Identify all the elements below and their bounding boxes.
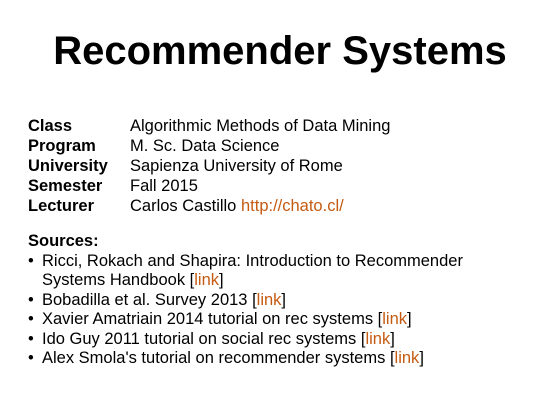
bracket-close: ]: [390, 329, 395, 348]
info-label: Program: [28, 137, 96, 155]
bracket-open: [: [389, 349, 395, 367]
bracket-close: ]: [419, 349, 424, 367]
list-item: [28, 349, 528, 369]
info-value: M. Sc. Data Science: [130, 137, 280, 155]
source-text: Bobadilla et al. Survey 2013: [42, 290, 248, 309]
bullet: •: [28, 290, 34, 309]
info-value: Algorithmic Methods of Data Mining: [130, 117, 391, 135]
slide-title: Recommender Systems: [53, 29, 507, 73]
bullet: •: [28, 251, 34, 270]
bracket-close: ]: [407, 310, 412, 328]
lecturer-homepage-link[interactable]: http://chato.cl/: [240, 197, 344, 215]
sources-section: [28, 232, 528, 369]
list-item: [28, 252, 528, 291]
bracket-close: ]: [281, 290, 287, 309]
bracket-open: [: [360, 329, 366, 348]
list-item: [28, 291, 528, 311]
bullet: •: [28, 349, 34, 367]
source-link[interactable]: link: [394, 349, 420, 367]
source-link[interactable]: link: [365, 329, 391, 348]
info-label: Semester: [28, 177, 103, 195]
info-value: Sapienza University of Rome: [130, 157, 343, 175]
sources-list: [28, 252, 528, 369]
info-value: Fall 2015: [130, 177, 198, 195]
list-item: [28, 310, 528, 330]
source-text: Alex Smola's tutorial on recommender systems: [42, 349, 386, 367]
bracket-close: ]: [219, 271, 224, 289]
info-row-semester: [28, 176, 390, 196]
bracket-open: [: [377, 310, 383, 328]
info-value: [130, 196, 344, 216]
info-row-lecturer: [28, 196, 390, 216]
info-label: Lecturer: [28, 197, 95, 215]
sources-heading: Sources:: [28, 232, 99, 250]
source-link[interactable]: link: [256, 290, 282, 309]
bullet: •: [28, 310, 34, 328]
info-row-class: [28, 116, 390, 136]
source-text: Xavier Amatriain 2014 tutorial on rec systems: [42, 310, 374, 328]
bracket-open: [: [252, 290, 257, 309]
list-item: [28, 330, 528, 350]
source-text: Ido Guy 2011 tutorial on social rec systems: [42, 329, 357, 348]
course-info: [28, 116, 390, 216]
source-link[interactable]: link: [194, 271, 220, 289]
info-row-university: [28, 156, 390, 176]
source-link[interactable]: link: [382, 310, 408, 328]
info-label: University: [28, 157, 108, 175]
bullet: •: [28, 329, 34, 348]
source-text: Ricci, Rokach and Shapira: Introduction to Recommender Systems Handbook: [42, 251, 463, 289]
bracket-open: [: [189, 271, 195, 289]
lecturer-name: Carlos Castillo: [130, 197, 237, 215]
info-row-program: [28, 136, 390, 156]
info-label: Class: [28, 117, 73, 135]
